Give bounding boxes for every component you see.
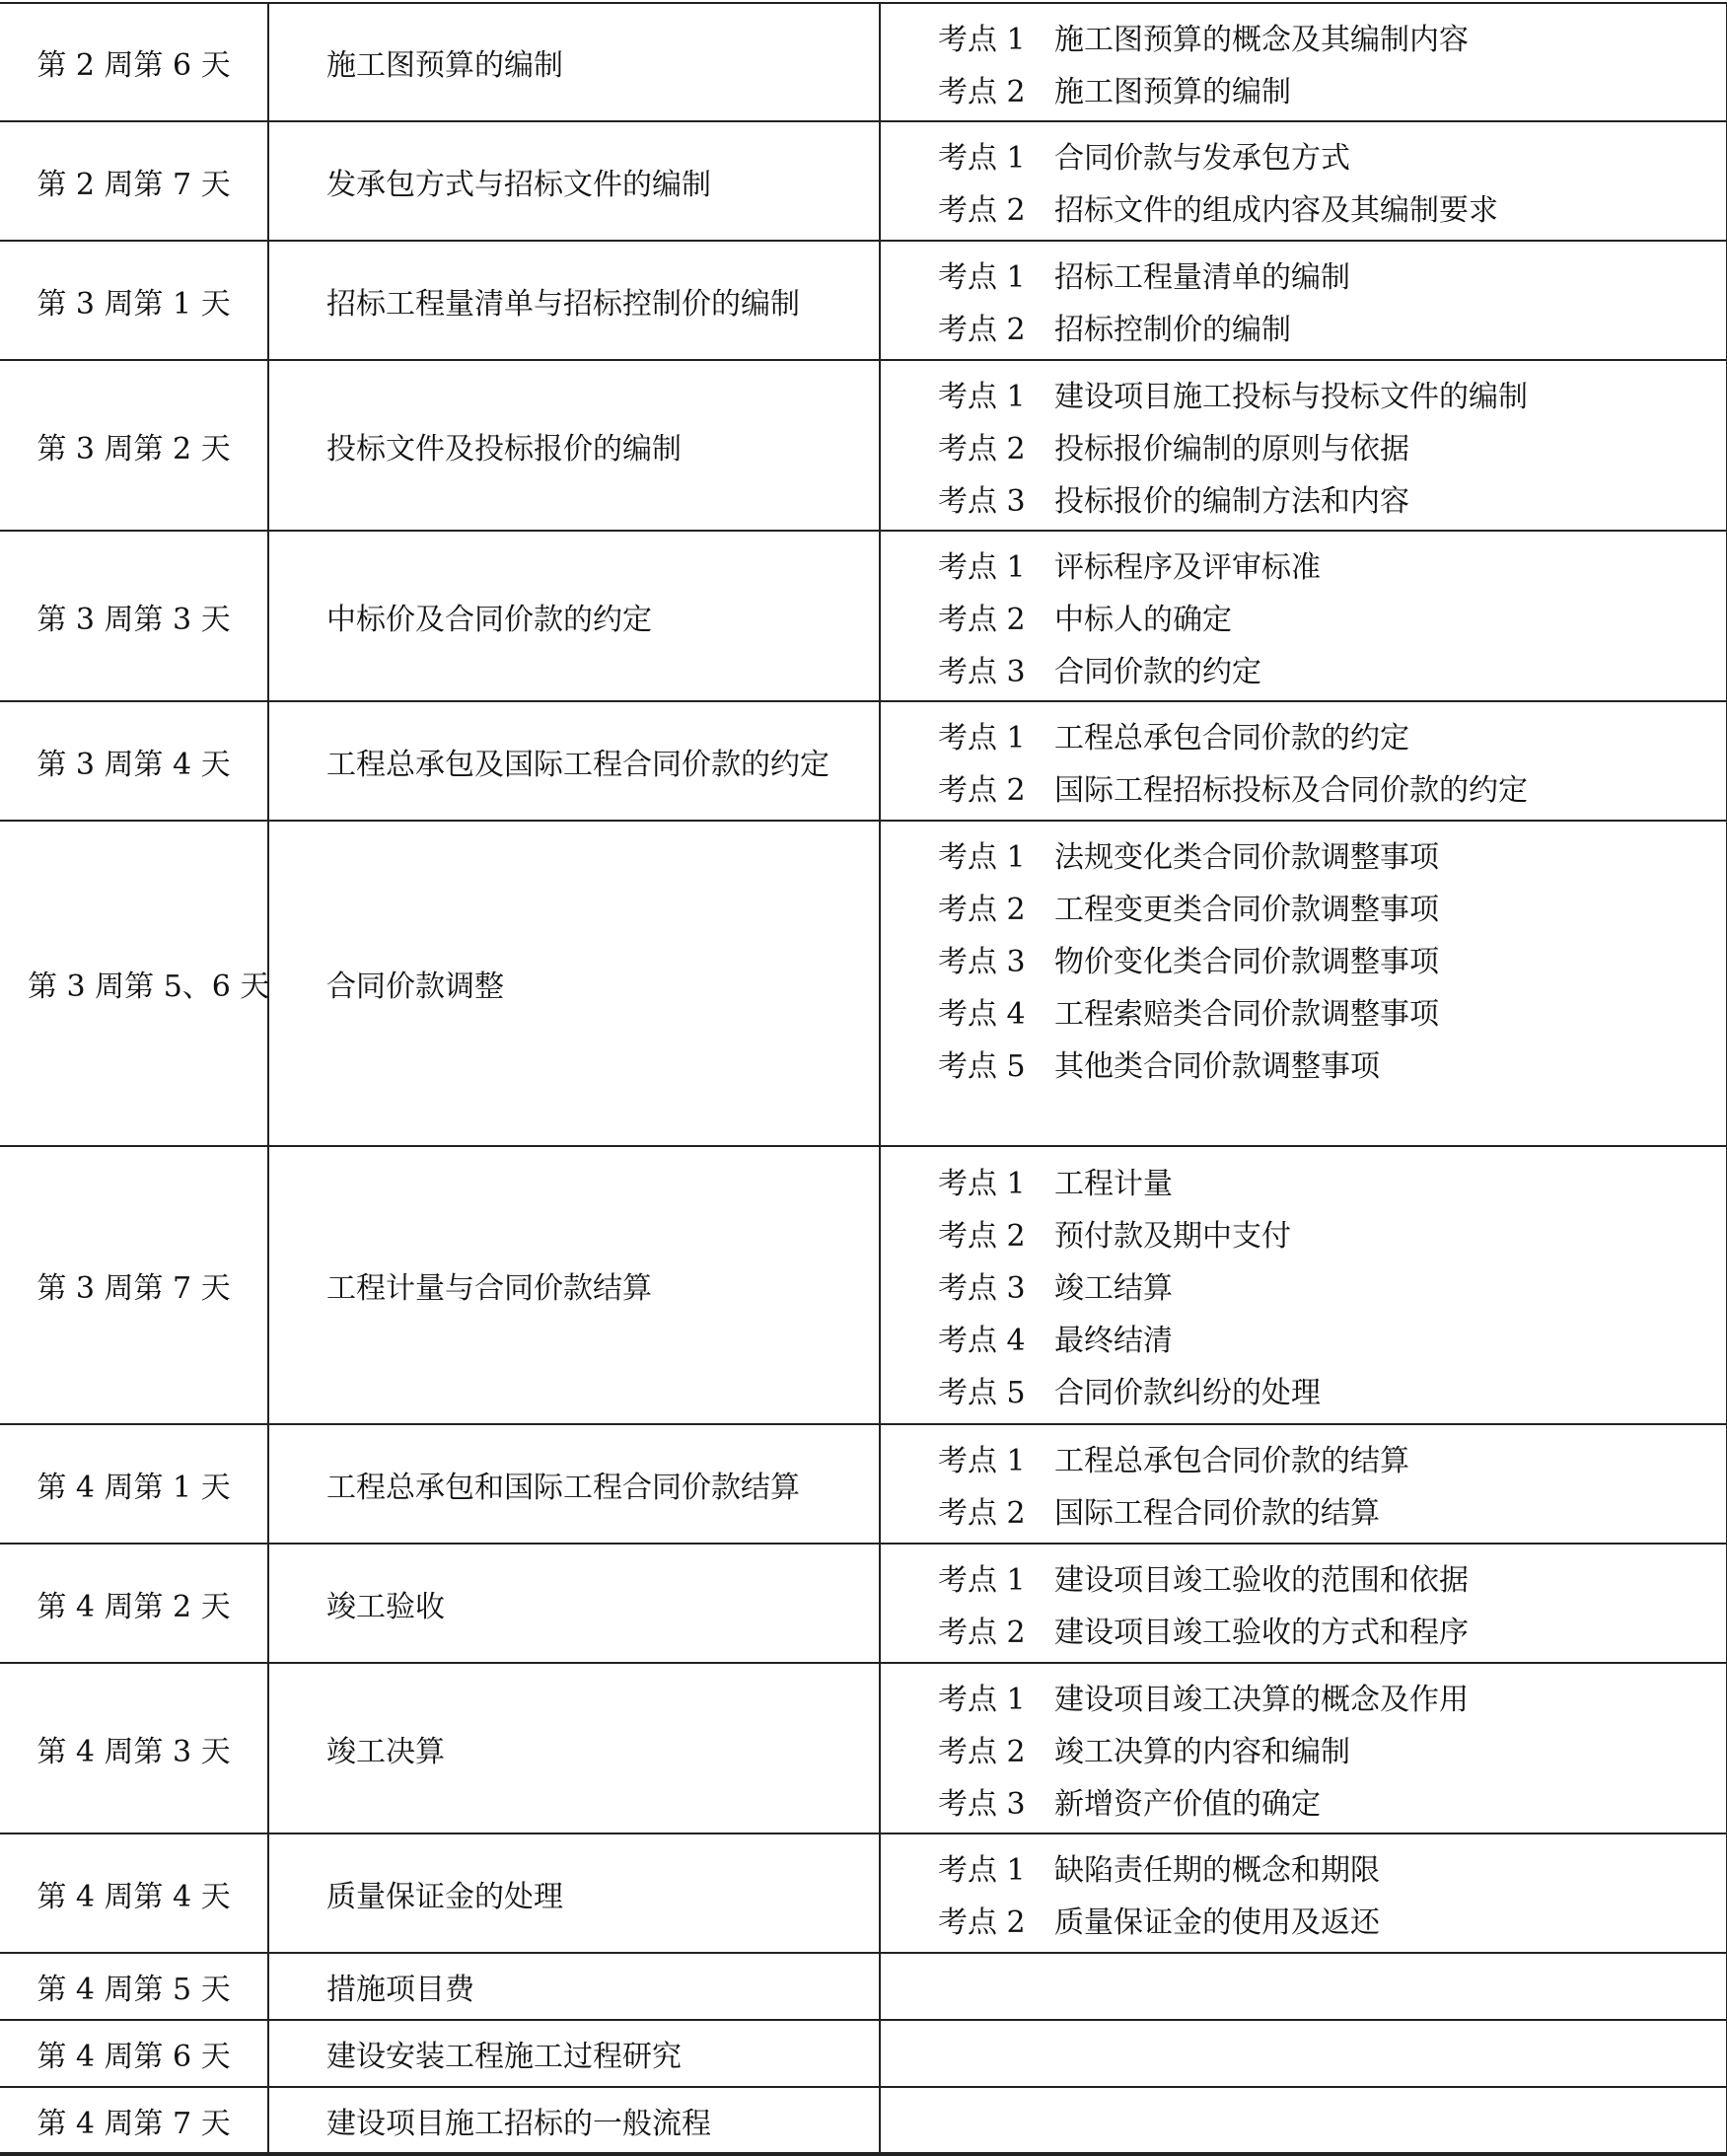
exam-point — [938, 1894, 1726, 1946]
exam-point — [938, 367, 1726, 419]
exam-point-text: 质量保证金的使用及返还 — [1054, 1905, 1380, 1940]
exam-point — [938, 590, 1726, 642]
points-cell — [880, 1953, 1727, 2020]
exam-point — [938, 1722, 1726, 1774]
exam-point-text: 投标报价编制的原则与依据 — [1054, 431, 1409, 467]
exam-point-label: 考点 1 — [938, 141, 1026, 176]
exam-point-text: 竣工结算 — [1054, 1271, 1173, 1306]
exam-point-text: 建设项目竣工验收的范围和依据 — [1054, 1563, 1469, 1598]
points-cell — [880, 531, 1727, 701]
study-schedule-table — [0, 2, 1727, 2156]
exam-point-label: 考点 3 — [938, 654, 1026, 689]
exam-point — [938, 984, 1726, 1037]
points-cell — [880, 701, 1727, 821]
exam-point — [938, 1551, 1726, 1604]
exam-point-label: 考点 2 — [938, 1734, 1026, 1769]
points-cell — [880, 360, 1727, 531]
exam-point-label: 考点 1 — [938, 379, 1026, 414]
day-cell: 第 4 周第 3 天 — [0, 1663, 268, 1833]
day-cell: 第 4 周第 6 天 — [0, 2020, 268, 2087]
exam-point-text: 工程索赔类合同价款调整事项 — [1054, 996, 1439, 1032]
exam-point-text: 合同价款与发承包方式 — [1054, 141, 1350, 176]
exam-point-text: 预付款及期中支付 — [1054, 1219, 1291, 1254]
topic-cell: 措施项目费 — [268, 1953, 880, 2020]
exam-point-text: 竣工决算的内容和编制 — [1054, 1734, 1350, 1769]
exam-point-label: 考点 2 — [938, 313, 1026, 347]
exam-point-label: 考点 5 — [938, 1376, 1026, 1410]
exam-point — [938, 1432, 1726, 1484]
exam-point-label: 考点 3 — [938, 1271, 1026, 1306]
day-cell: 第 4 周第 2 天 — [0, 1544, 268, 1663]
exam-point-label: 考点 4 — [938, 1324, 1026, 1358]
exam-point-label: 考点 3 — [938, 483, 1026, 519]
exam-point — [938, 761, 1726, 814]
exam-point — [938, 129, 1726, 181]
exam-point — [938, 1774, 1726, 1827]
table-row — [0, 1424, 1727, 1544]
exam-point-text: 建设项目施工投标与投标文件的编制 — [1054, 379, 1528, 414]
exam-point-text: 法规变化类合同价款调整事项 — [1054, 839, 1439, 875]
day-cell: 第 4 周第 4 天 — [0, 1833, 268, 1953]
exam-point — [938, 1604, 1726, 1656]
exam-point — [938, 1364, 1726, 1416]
exam-point-label: 考点 2 — [938, 1219, 1026, 1254]
day-cell: 第 3 周第 1 天 — [0, 241, 268, 360]
table-row — [0, 531, 1727, 701]
exam-point — [938, 1259, 1726, 1312]
day-cell: 第 2 周第 7 天 — [0, 121, 268, 241]
exam-point-label: 考点 3 — [938, 944, 1026, 979]
exam-point-text: 工程计量 — [1054, 1167, 1173, 1201]
topic-cell: 质量保证金的处理 — [268, 1833, 880, 1953]
points-cell — [880, 1544, 1727, 1663]
exam-point — [938, 471, 1726, 524]
exam-point-text: 新增资产价值的确定 — [1054, 1786, 1321, 1822]
day-cell: 第 3 周第 7 天 — [0, 1146, 268, 1424]
table-row — [0, 1146, 1727, 1424]
points-cell — [880, 2087, 1727, 2154]
day-cell: 第 4 周第 1 天 — [0, 1424, 268, 1544]
exam-point-text: 施工图预算的编制 — [1054, 74, 1291, 109]
points-cell — [880, 3, 1727, 121]
points-cell — [880, 1833, 1727, 1953]
exam-point — [938, 301, 1726, 353]
points-cell — [880, 1146, 1727, 1424]
exam-point-text: 工程变更类合同价款调整事项 — [1054, 892, 1439, 927]
exam-point — [938, 1484, 1726, 1537]
exam-point-text: 合同价款纠纷的处理 — [1054, 1376, 1321, 1410]
exam-point-text: 最终结清 — [1054, 1324, 1173, 1358]
exam-point-text: 工程总承包合同价款的结算 — [1054, 1444, 1409, 1478]
exam-point — [938, 880, 1726, 932]
exam-point-label: 考点 5 — [938, 1048, 1026, 1084]
exam-point-text: 施工图预算的概念及其编制内容 — [1054, 22, 1469, 57]
topic-cell: 投标文件及投标报价的编制 — [268, 360, 880, 531]
exam-point — [938, 932, 1726, 984]
exam-point-text: 中标人的确定 — [1054, 602, 1232, 637]
points-cell — [880, 1663, 1727, 1833]
exam-point — [938, 1207, 1726, 1259]
table-row — [0, 1833, 1727, 1953]
points-cell — [880, 821, 1727, 1146]
day-cell: 第 4 周第 7 天 — [0, 2087, 268, 2154]
exam-point — [938, 10, 1726, 62]
topic-cell: 招标工程量清单与招标控制价的编制 — [268, 241, 880, 360]
topic-cell: 工程总承包及国际工程合同价款的约定 — [268, 701, 880, 821]
points-cell — [880, 1424, 1727, 1544]
exam-point-text: 合同价款的约定 — [1054, 654, 1261, 689]
exam-point-text: 其他类合同价款调整事项 — [1054, 1048, 1380, 1084]
topic-cell: 工程计量与合同价款结算 — [268, 1146, 880, 1424]
exam-point-text: 国际工程合同价款的结算 — [1054, 1496, 1380, 1531]
exam-point-label: 考点 1 — [938, 1682, 1026, 1717]
exam-point-label: 考点 1 — [938, 1563, 1026, 1598]
day-cell: 第 3 周第 4 天 — [0, 701, 268, 821]
exam-point — [938, 709, 1726, 761]
exam-point-text: 投标报价的编制方法和内容 — [1054, 483, 1409, 519]
exam-point — [938, 249, 1726, 301]
table-row — [0, 2087, 1727, 2154]
exam-point-label: 考点 2 — [938, 602, 1026, 637]
exam-point-label: 考点 1 — [938, 549, 1026, 585]
exam-point-text: 招标控制价的编制 — [1054, 313, 1291, 347]
table-row — [0, 121, 1727, 241]
exam-point-label: 考点 3 — [938, 1786, 1026, 1822]
table-row — [0, 2020, 1727, 2087]
exam-point-label: 考点 2 — [938, 1616, 1026, 1650]
topic-cell: 竣工决算 — [268, 1663, 880, 1833]
topic-cell: 施工图预算的编制 — [268, 3, 880, 121]
exam-point — [938, 419, 1726, 471]
exam-point-text: 工程总承包合同价款的约定 — [1054, 721, 1409, 755]
day-cell: 第 3 周第 2 天 — [0, 360, 268, 531]
points-cell — [880, 241, 1727, 360]
exam-point — [938, 1037, 1726, 1089]
exam-point-label: 考点 2 — [938, 1496, 1026, 1531]
table-row — [0, 821, 1727, 1146]
exam-point-text: 招标工程量清单的编制 — [1054, 260, 1350, 295]
exam-point-label: 考点 1 — [938, 1853, 1026, 1888]
exam-point-label: 考点 2 — [938, 892, 1026, 927]
topic-cell: 发承包方式与招标文件的编制 — [268, 121, 880, 241]
exam-point-label: 考点 2 — [938, 431, 1026, 467]
table-row — [0, 241, 1727, 360]
exam-point-label: 考点 1 — [938, 839, 1026, 875]
table-row — [0, 1663, 1727, 1833]
exam-point-text: 国际工程招标投标及合同价款的约定 — [1054, 773, 1528, 808]
topic-cell: 合同价款调整 — [268, 821, 880, 1146]
exam-point — [938, 181, 1726, 234]
topic-cell: 建设项目施工招标的一般流程 — [268, 2087, 880, 2154]
exam-point-label: 考点 1 — [938, 22, 1026, 57]
exam-point — [938, 642, 1726, 694]
topic-cell: 建设安装工程施工过程研究 — [268, 2020, 880, 2087]
exam-point-label: 考点 2 — [938, 74, 1026, 109]
exam-point — [938, 827, 1726, 880]
exam-point-label: 考点 1 — [938, 721, 1026, 755]
table-row — [0, 701, 1727, 821]
topic-cell: 工程总承包和国际工程合同价款结算 — [268, 1424, 880, 1544]
exam-point — [938, 1155, 1726, 1207]
table-row — [0, 1544, 1727, 1663]
exam-point-label: 考点 1 — [938, 260, 1026, 295]
exam-point-text: 招标文件的组成内容及其编制要求 — [1054, 193, 1498, 228]
schedule-body — [0, 3, 1727, 2154]
exam-point-label: 考点 2 — [938, 193, 1026, 228]
exam-point-label: 考点 4 — [938, 996, 1026, 1032]
exam-point — [938, 1670, 1726, 1722]
exam-point-label: 考点 1 — [938, 1444, 1026, 1478]
exam-point-text: 建设项目竣工决算的概念及作用 — [1054, 1682, 1469, 1717]
points-cell — [880, 2020, 1727, 2087]
table-row — [0, 1953, 1727, 2020]
day-cell: 第 3 周第 5、6 天 — [0, 821, 268, 1146]
exam-point-text: 物价变化类合同价款调整事项 — [1054, 944, 1439, 979]
points-cell — [880, 121, 1727, 241]
exam-point — [938, 62, 1726, 114]
exam-point — [938, 1841, 1726, 1894]
exam-point-label: 考点 1 — [938, 1167, 1026, 1201]
exam-point-text: 缺陷责任期的概念和期限 — [1054, 1853, 1380, 1888]
exam-point-label: 考点 2 — [938, 1905, 1026, 1940]
exam-point-label: 考点 2 — [938, 773, 1026, 808]
exam-point — [938, 538, 1726, 590]
exam-point — [938, 1312, 1726, 1364]
table-row — [0, 3, 1727, 121]
topic-cell: 竣工验收 — [268, 1544, 880, 1663]
day-cell: 第 2 周第 6 天 — [0, 3, 268, 121]
topic-cell: 中标价及合同价款的约定 — [268, 531, 880, 701]
exam-point-text: 评标程序及评审标准 — [1054, 549, 1321, 585]
table-row — [0, 360, 1727, 531]
day-cell: 第 3 周第 3 天 — [0, 531, 268, 701]
day-cell: 第 4 周第 5 天 — [0, 1953, 268, 2020]
exam-point-text: 建设项目竣工验收的方式和程序 — [1054, 1616, 1469, 1650]
